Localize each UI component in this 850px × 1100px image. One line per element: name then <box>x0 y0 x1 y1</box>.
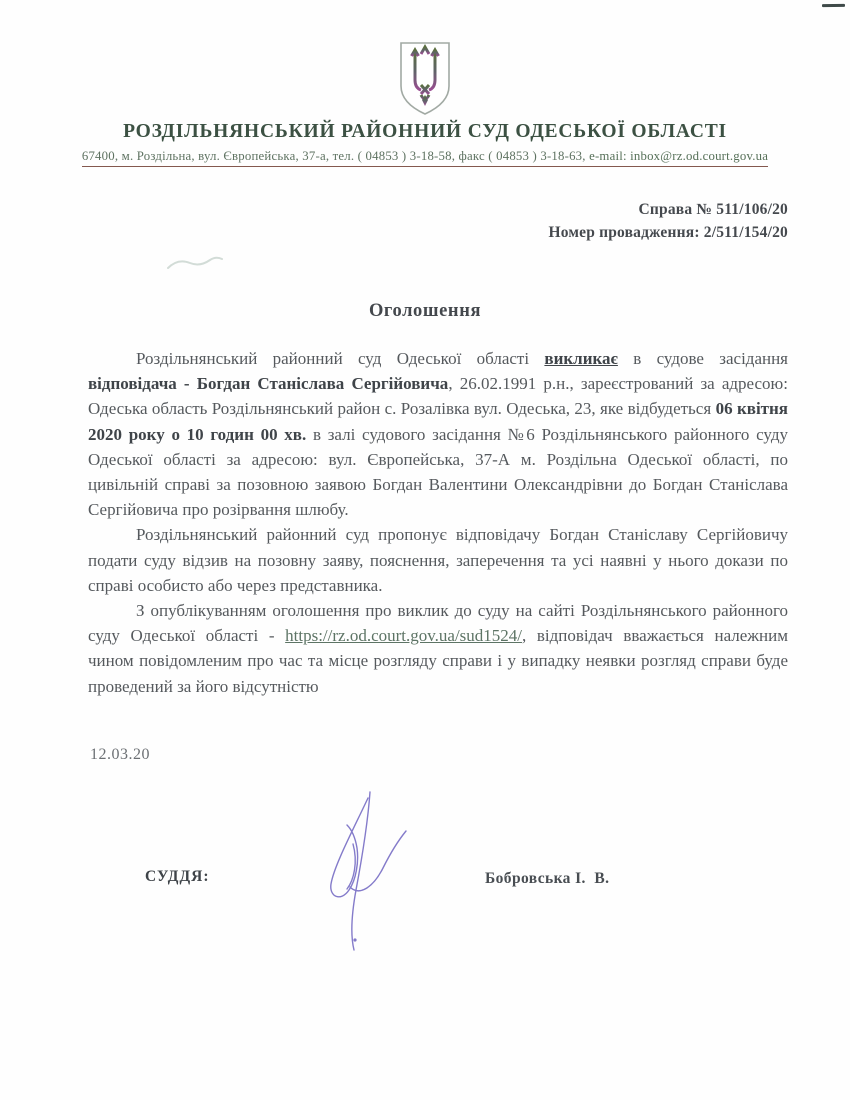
paragraph-text: 06 квітня 2020 року о 10 годин 00 хв. <box>88 399 789 444</box>
email-link[interactable]: e-mail: inbox@rz.od.court.gov.ua <box>589 149 769 163</box>
judge-signature-icon <box>292 790 437 960</box>
paragraph-text: З опублікуванням оголошення про виклик до суду на сайті Роздільнянського районного суду Одеської області - <box>88 601 788 646</box>
court-name: РОЗДІЛЬНЯНСЬКИЙ РАЙОННИЙ СУД ОДЕСЬКОЇ ОБЛАСТІ <box>123 121 727 142</box>
ukraine-coat-of-arms-icon <box>391 38 459 125</box>
paragraph-text: в залі судового засідання №6 Роздільнянського районного суду Одеської області за адресою: вул. Європейська, 37-А м. Роздільна Одеської області, по цивільній справі за позовною заявою Богдан Валентини Олександрівни до Богдан Станіслава Сергійовича про розірвання шлюбу. <box>88 424 789 520</box>
judge-label: СУДДЯ: <box>145 868 210 885</box>
paragraph-text: Роздільнянський районний суд Одеської області <box>136 349 545 368</box>
document-date: 12.03.20 <box>90 746 150 763</box>
scan-artifact-dash <box>822 4 845 7</box>
paragraph <box>88 522 788 598</box>
paragraph-text: Роздільнянський районний суд пропонує відповідачу Богдан Станіславу Сергійовичу подати суду відзив на позовну заяву, пояснення, заперечення та усі наявні у нього докази по справі особисто або через представника. <box>88 525 788 595</box>
proceedings-number: Номер провадження: 2/511/154/20 <box>548 223 788 241</box>
court-website-link[interactable]: https://rz.od.court.gov.ua/sud1524/ <box>285 626 523 646</box>
document-title: Оголошення <box>368 301 482 321</box>
paragraph-text: відповідача - Богдан Станіслава Сергійовича <box>88 374 449 394</box>
paragraph-text: , відповідач вважається належним чином повідомленим про час та місце розгляду справи і у випадку неявки розгляд справи буде проведений за його відсутністю <box>88 626 789 696</box>
paragraph-text: в судове засідання <box>617 349 789 368</box>
paragraph-text: , 26.02.1991 р.н., зареєстрований за адресою: Одеська область Роздільнянський район с. Розалівка вул. Одеська, 23, яке відбудеться <box>88 374 788 419</box>
paragraph <box>88 598 788 699</box>
paragraph <box>88 346 788 522</box>
case-number: Справа № 511/106/20 <box>638 201 788 218</box>
stray-pen-mark <box>166 252 226 279</box>
judge-name: Бобровська І. В. <box>485 870 610 887</box>
paragraph-text: викликає <box>544 349 618 368</box>
case-info <box>548 199 788 244</box>
document-body <box>88 346 788 699</box>
court-address-line <box>0 149 850 167</box>
address-text: 67400, м. Роздільна, вул. Європейська, 37-а, тел. ( 04853 ) 3-18-58, факс ( 04853 ) 3-18-63, <box>81 149 590 163</box>
